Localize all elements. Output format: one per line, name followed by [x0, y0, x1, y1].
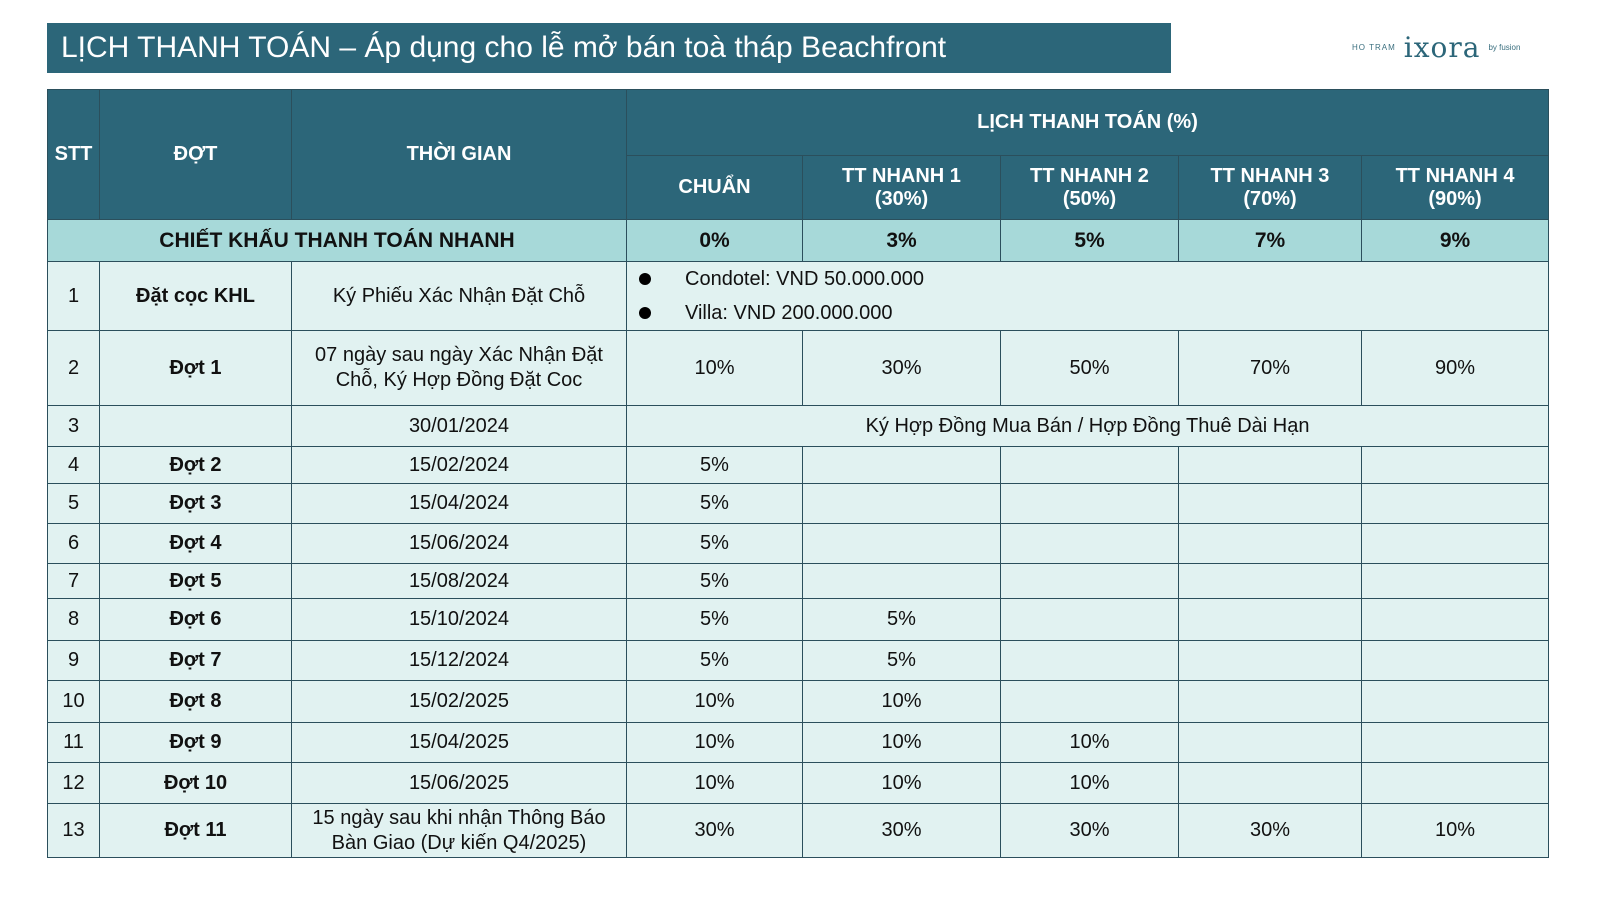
row-stt: 8	[48, 599, 100, 641]
discount-value: 9%	[1362, 220, 1549, 262]
row-stt: 4	[48, 447, 100, 484]
row-value	[1001, 599, 1179, 641]
row-dot: Đợt 5	[100, 564, 292, 599]
row-value	[1362, 484, 1549, 524]
row-value: 5%	[627, 524, 803, 564]
header-plan: TT NHANH 4 (90%)	[1362, 156, 1549, 220]
row-value: 5%	[627, 599, 803, 641]
table-row	[48, 406, 1549, 447]
row-dot: Đợt 6	[100, 599, 292, 641]
row-thoi-gian: 15/12/2024	[292, 641, 627, 681]
row-thoi-gian: 15/04/2024	[292, 484, 627, 524]
row-thoi-gian: 15/08/2024	[292, 564, 627, 599]
row-value	[803, 524, 1001, 564]
discount-value: 7%	[1179, 220, 1362, 262]
row-value	[1362, 681, 1549, 723]
row-value	[1001, 484, 1179, 524]
row-dot: Đợt 1	[100, 331, 292, 406]
row-value: 5%	[803, 599, 1001, 641]
table-row	[48, 599, 1549, 641]
row-thoi-gian: 15/06/2024	[292, 524, 627, 564]
payment-schedule-table	[47, 89, 1549, 858]
header-plan: TT NHANH 2 (50%)	[1001, 156, 1179, 220]
row-value	[1179, 763, 1362, 804]
row-value: 10%	[627, 331, 803, 406]
row-dot: Đặt cọc KHL	[100, 262, 292, 331]
discount-value: 3%	[803, 220, 1001, 262]
table-row	[48, 804, 1549, 858]
row-dot: Đợt 9	[100, 723, 292, 763]
table-row	[48, 681, 1549, 723]
header-thoi-gian: THỜI GIAN	[292, 90, 627, 220]
row-dot: Đợt 8	[100, 681, 292, 723]
deposit-amounts	[627, 262, 1549, 331]
row-value: 30%	[1179, 804, 1362, 858]
row-value: 5%	[627, 484, 803, 524]
row-dot: Đợt 3	[100, 484, 292, 524]
table-row	[48, 447, 1549, 484]
row-value	[1001, 447, 1179, 484]
row-value: 10%	[1001, 763, 1179, 804]
row-thoi-gian: 15/02/2024	[292, 447, 627, 484]
row-value: 30%	[627, 804, 803, 858]
header-dot: ĐỢT	[100, 90, 292, 220]
row-value	[1179, 599, 1362, 641]
row-value: 70%	[1179, 331, 1362, 406]
row-value	[1362, 763, 1549, 804]
row-value: 90%	[1362, 331, 1549, 406]
row-dot: Đợt 4	[100, 524, 292, 564]
row-value: 10%	[803, 723, 1001, 763]
row-value	[1362, 723, 1549, 763]
table-row	[48, 763, 1549, 804]
logo-location: HO TRAM	[1352, 42, 1396, 52]
page-title: LỊCH THANH TOÁN – Áp dụng cho lễ mở bán toà tháp Beachfront	[47, 23, 1171, 73]
discount-value: 0%	[627, 220, 803, 262]
row-value: 50%	[1001, 331, 1179, 406]
row-value: 30%	[1001, 804, 1179, 858]
row-value	[1179, 723, 1362, 763]
ixora-logo	[1352, 30, 1520, 64]
row-thoi-gian: 30/01/2024	[292, 406, 627, 447]
bullet-icon	[639, 307, 651, 319]
row-thoi-gian: 15/02/2025	[292, 681, 627, 723]
row-thoi-gian: 07 ngày sau ngày Xác Nhận Đặt Chỗ, Ký Hợp Đồng Đặt Coc	[292, 331, 627, 406]
discount-value: 5%	[1001, 220, 1179, 262]
table-row	[48, 331, 1549, 406]
table-row	[48, 262, 1549, 331]
row-stt: 12	[48, 763, 100, 804]
row-value	[1362, 564, 1549, 599]
row-thoi-gian: Ký Phiếu Xác Nhận Đặt Chỗ	[292, 262, 627, 331]
row-stt: 9	[48, 641, 100, 681]
row-value	[1179, 447, 1362, 484]
header-schedule-group: LỊCH THANH TOÁN (%)	[627, 90, 1549, 156]
row-value: 5%	[627, 564, 803, 599]
row-value	[1362, 599, 1549, 641]
bullet-icon	[639, 273, 651, 285]
row-value: 30%	[803, 331, 1001, 406]
row-value	[1362, 524, 1549, 564]
row-value: 10%	[627, 723, 803, 763]
table-row	[48, 524, 1549, 564]
row-stt: 7	[48, 564, 100, 599]
row-value	[1179, 524, 1362, 564]
row-thoi-gian: 15/10/2024	[292, 599, 627, 641]
row-value	[1001, 524, 1179, 564]
row-value: 10%	[627, 681, 803, 723]
row-stt: 13	[48, 804, 100, 858]
row-stt: 1	[48, 262, 100, 331]
row-dot	[100, 406, 292, 447]
row-stt: 10	[48, 681, 100, 723]
row-value	[1001, 641, 1179, 681]
row-value	[1362, 447, 1549, 484]
row-stt: 11	[48, 723, 100, 763]
discount-label: CHIẾT KHẤU THANH TOÁN NHANH	[48, 220, 627, 262]
table-row	[48, 641, 1549, 681]
row-value: 10%	[1001, 723, 1179, 763]
contract-note: Ký Hợp Đồng Mua Bán / Hợp Đồng Thuê Dài Hạn	[627, 406, 1549, 447]
row-stt: 3	[48, 406, 100, 447]
deposit-bullet: Condotel: VND 50.000.000	[635, 262, 1544, 296]
logo-brand: ixora	[1403, 30, 1481, 64]
discount-row	[48, 220, 1549, 262]
row-value	[1001, 564, 1179, 599]
header-stt: STT	[48, 90, 100, 220]
row-value: 10%	[803, 763, 1001, 804]
row-thoi-gian: 15/04/2025	[292, 723, 627, 763]
row-value	[1179, 564, 1362, 599]
row-dot: Đợt 10	[100, 763, 292, 804]
deposit-bullet: Villa: VND 200.000.000	[635, 296, 1544, 330]
row-value	[803, 447, 1001, 484]
row-stt: 6	[48, 524, 100, 564]
row-value	[1179, 641, 1362, 681]
table-row	[48, 484, 1549, 524]
row-value: 5%	[627, 447, 803, 484]
row-stt: 5	[48, 484, 100, 524]
row-value	[1179, 681, 1362, 723]
row-value: 10%	[627, 763, 803, 804]
row-thoi-gian: 15 ngày sau khi nhận Thông Báo Bàn Giao (Dự kiến Q4/2025)	[292, 804, 627, 858]
row-stt: 2	[48, 331, 100, 406]
table-row	[48, 723, 1549, 763]
row-dot: Đợt 7	[100, 641, 292, 681]
row-dot: Đợt 11	[100, 804, 292, 858]
row-value: 10%	[1362, 804, 1549, 858]
row-dot: Đợt 2	[100, 447, 292, 484]
table-row	[48, 564, 1549, 599]
row-value	[1001, 681, 1179, 723]
row-thoi-gian: 15/06/2025	[292, 763, 627, 804]
logo-byline: by fusion	[1488, 42, 1521, 52]
header-plan: TT NHANH 1 (30%)	[803, 156, 1001, 220]
header-row-top	[48, 90, 1549, 156]
row-value: 30%	[803, 804, 1001, 858]
row-value	[803, 564, 1001, 599]
header-plan: CHUẨN	[627, 156, 803, 220]
row-value: 5%	[627, 641, 803, 681]
row-value: 5%	[803, 641, 1001, 681]
row-value	[803, 484, 1001, 524]
row-value	[1179, 484, 1362, 524]
header-plan: TT NHANH 3 (70%)	[1179, 156, 1362, 220]
row-value	[1362, 641, 1549, 681]
row-value: 10%	[803, 681, 1001, 723]
